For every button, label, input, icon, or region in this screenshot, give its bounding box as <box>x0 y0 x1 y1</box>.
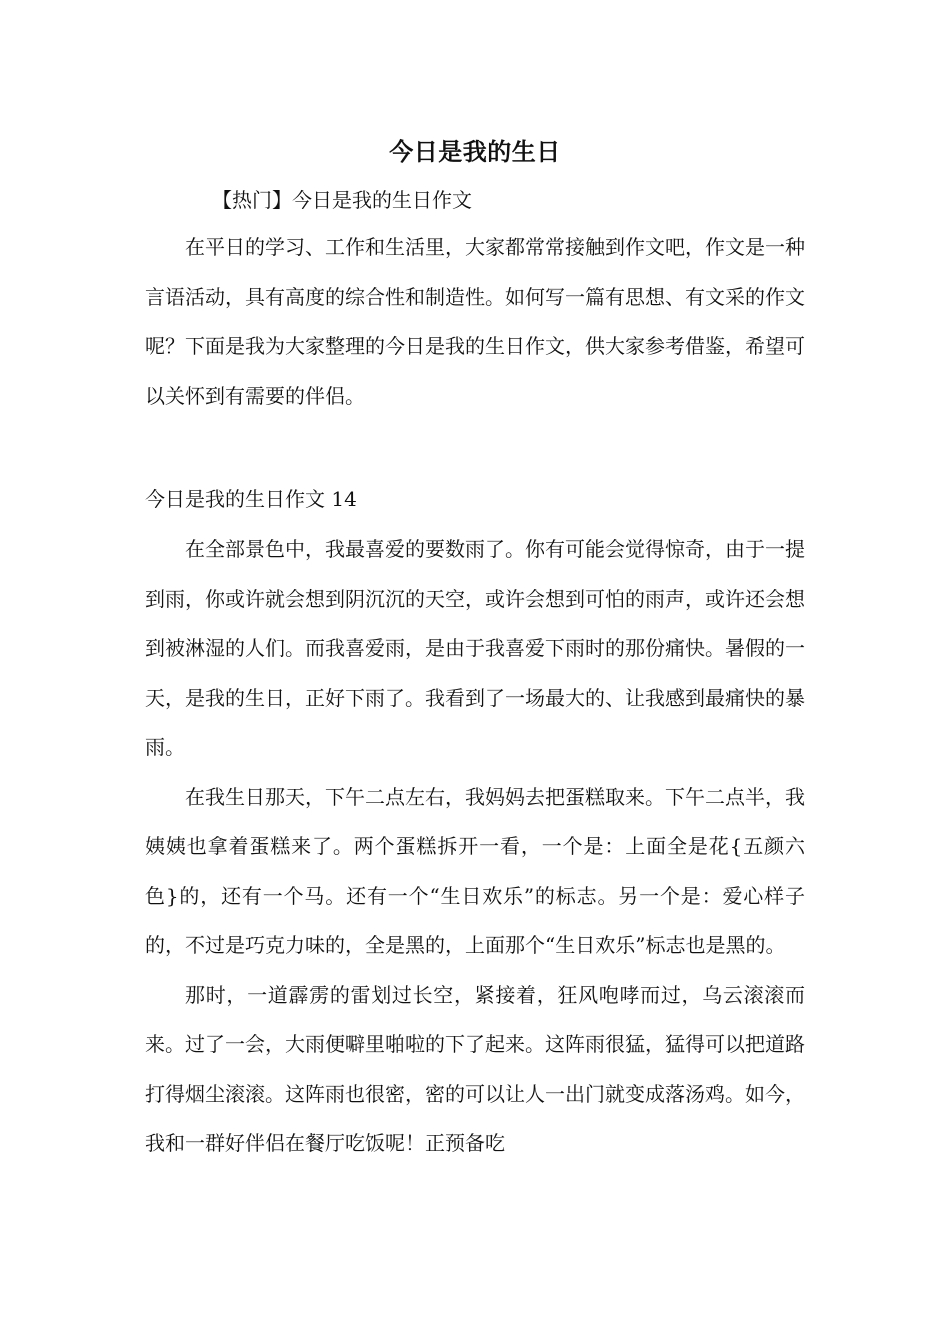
essay-paragraph-2: 在我生日那天，下午二点左右，我妈妈去把蛋糕取来。下午二点半，我姨姨也拿着蛋糕来了。两个蛋糕拆开一看，一个是：上面全是花{五颜六色}的，还有一个马。还有一个“生日欢乐”的标志。另一个是：爱心样子的，不过是巧克力味的，全是黑的，上面那个“生日欢乐”标志也是黑的。 <box>145 784 805 957</box>
intro-paragraph: 在平日的学习、工作和生活里，大家都常常接触到作文吧，作文是一种言语活动，具有高度的综合性和制造性。如何写一篇有思想、有文采的作文呢？下面是我为大家整理的今日是我的生日作文，供大家参考借鉴，希望可以关怀到有需要的伴侣。 <box>145 235 805 408</box>
document-title: 今日是我的生日 <box>389 137 561 166</box>
section-heading: 今日是我的生日作文 14 <box>145 487 357 511</box>
essay-paragraph-1: 在全部景色中，我最喜爱的要数雨了。你有可能会觉得惊奇，由于一提到雨，你或许就会想到阴沉沉的天空，或许会想到可怕的雨声，或许还会想到被淋湿的人们。而我喜爱雨，是由于我喜爱下雨时的那份痛快。暑假的一天，是我的生日，正好下雨了。我看到了一场最大的、让我感到最痛快的暴雨。 <box>145 537 805 759</box>
intro-block <box>145 223 805 421</box>
document-subtitle: 【热门】今日是我的生日作文 <box>212 188 472 212</box>
essay-body <box>145 525 805 1169</box>
essay-paragraph-3: 那时，一道霹雳的雷划过长空，紧接着，狂风咆哮而过，乌云滚滚而来。过了一会，大雨便噼里啪啦的下了起来。这阵雨很猛，猛得可以把道路打得烟尘滚滚。这阵雨也很密，密的可以让人一出门就变成落汤鸡。如今，我和一群好伴侣在餐厅吃饭呢！正预备吃 <box>145 982 805 1155</box>
